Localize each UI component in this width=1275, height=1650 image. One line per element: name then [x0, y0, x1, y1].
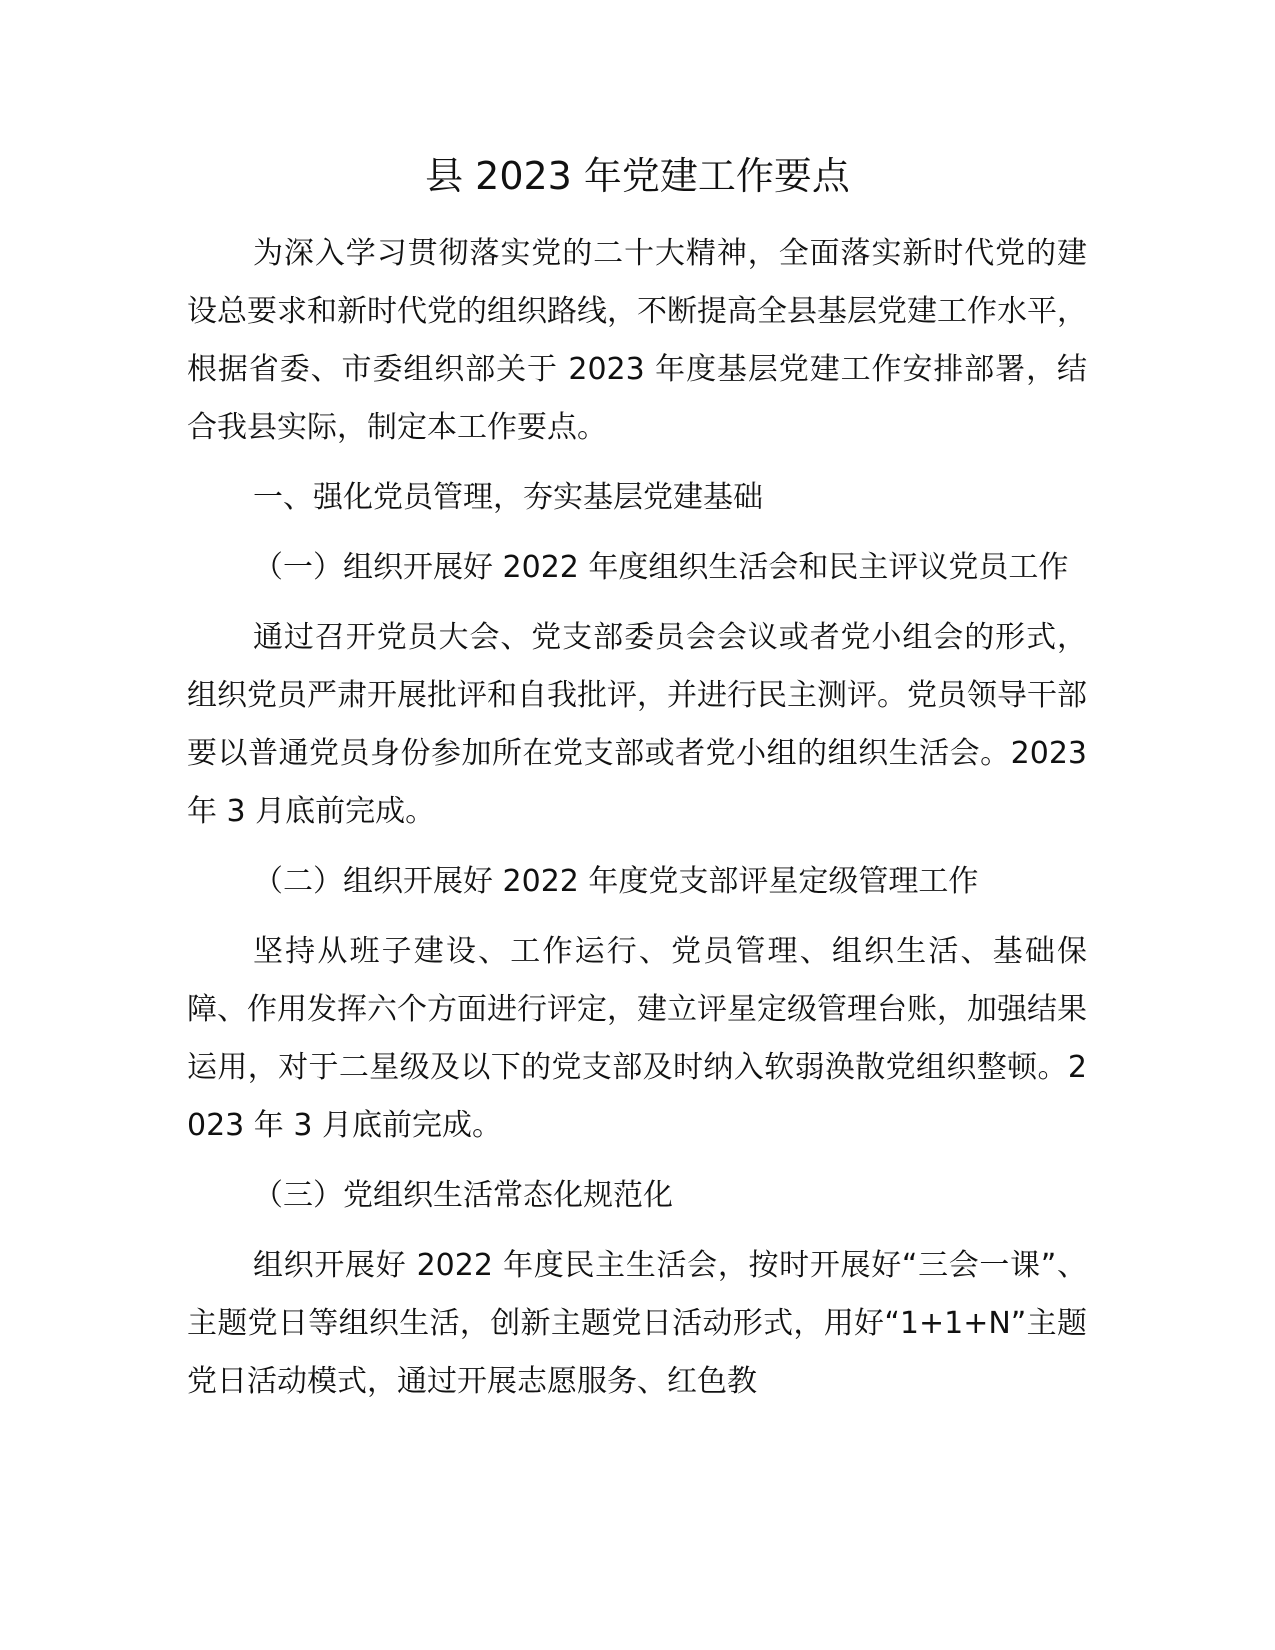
subsection-heading-1: （一）组织开展好 2022 年度组织生活会和民主评议党员工作 — [253, 550, 1069, 585]
body-paragraph-2: 坚持从班子建设、工作运行、党员管理、组织生活、基础保障、作用发挥六个方面进行评定，建立评星定级管理台账，加强结果运用，对于二星级及以下的党支部及时纳入软弱涣散党组织整顿。2023 年 3 月底前完成。 — [187, 934, 1087, 1143]
subsection-heading-3: （三）党组织生活常态化规范化 — [253, 1178, 673, 1213]
subsection-heading-2: （二）组织开展好 2022 年度党支部评星定级管理工作 — [253, 864, 979, 899]
document-body — [187, 225, 1087, 1423]
section-heading-1: 一、强化党员管理，夯实基层党建基础 — [253, 480, 763, 515]
intro-paragraph: 为深入学习贯彻落实党的二十大精神，全面落实新时代党的建设总要求和新时代党的组织路线，不断提高全县基层党建工作水平，根据省委、市委组织部关于 2023 年度基层党建工作安排部署，结合我县实际，制定本工作要点。 — [187, 236, 1087, 445]
document-title: 县 2023 年党建工作要点 — [425, 154, 850, 198]
body-paragraph-1: 通过召开党员大会、党支部委员会会议或者党小组会的形式，组织党员严肃开展批评和自我批评，并进行民主测评。党员领导干部要以普通党员身份参加所在党支部或者党小组的组织生活会。2023 年 3 月底前完成。 — [187, 620, 1087, 829]
body-paragraph-3: 组织开展好 2022 年度民主生活会，按时开展好“三会一课”、主题党日等组织生活，创新主题党日活动形式，用好“1+1+N”主题党日活动模式，通过开展志愿服务、红色教 — [187, 1248, 1087, 1399]
